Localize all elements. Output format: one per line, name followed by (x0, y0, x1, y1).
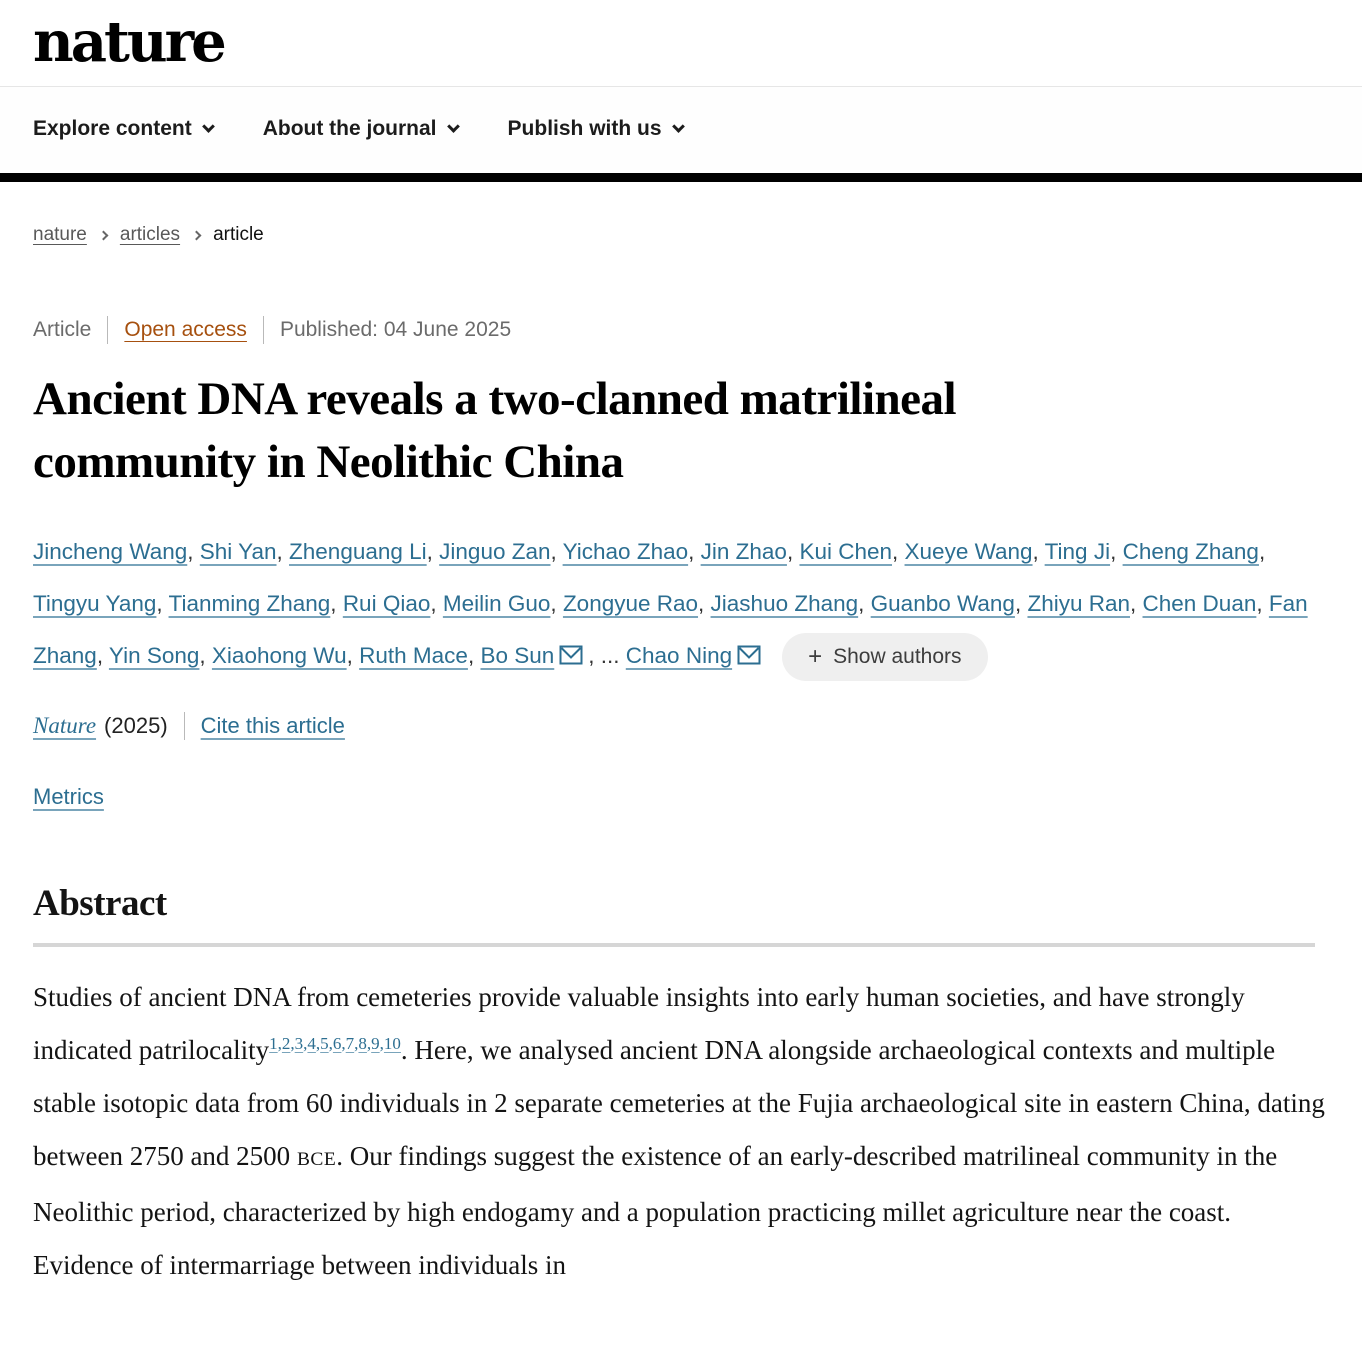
reference-link[interactable]: 10 (383, 1034, 401, 1053)
email-icon[interactable] (737, 645, 761, 665)
author-link[interactable]: Yichao Zhao (562, 539, 689, 564)
chevron-down-icon (447, 120, 460, 133)
masthead (0, 0, 1362, 86)
author-link[interactable]: Jiashuo Zhang (710, 591, 859, 616)
nav-publish-with-us[interactable] (508, 117, 683, 141)
nature-logo[interactable]: nature (33, 9, 224, 75)
reference-separator: , (379, 1034, 384, 1053)
author-separator: , (430, 591, 443, 616)
reference-separator: , (341, 1034, 346, 1053)
abstract-text-3: . Our findings suggest the existence of an early-described matrilineal community in the Neolithic period, characterized by high endogamy and a population practicing millet agriculture near the coast. Evidence of intermarriage between individuals in (33, 1141, 1278, 1280)
author-separator: , (96, 643, 109, 668)
metrics-link[interactable]: Metrics (33, 784, 104, 809)
chevron-right-icon (192, 231, 202, 241)
author-separator: , (1130, 591, 1143, 616)
nav-explore-content[interactable] (33, 117, 213, 141)
open-access-link[interactable]: Open access (124, 318, 247, 341)
author-link[interactable]: Kui Chen (799, 539, 893, 564)
article-meta (33, 316, 1329, 344)
author-separator: , (187, 539, 200, 564)
author-separator: , (858, 591, 871, 616)
author-separator: , (1258, 539, 1266, 564)
author-link[interactable]: Chen Duan (1142, 591, 1257, 616)
author-link[interactable]: Rui Qiao (342, 591, 431, 616)
author-separator: , (1032, 539, 1045, 564)
author-link[interactable]: Fan Zhang (33, 591, 1308, 668)
author-separator: , (698, 591, 711, 616)
metrics-row (33, 784, 1329, 810)
reference-separator: , (328, 1034, 333, 1053)
show-authors-button[interactable] (782, 633, 987, 681)
reference-link[interactable]: 2 (281, 1034, 291, 1053)
article-type-label: Article (33, 318, 92, 341)
abstract-text-2: . Here, we analysed ancient DNA alongside archaeological contexts and multiple stable isotopic data from 60 individuals in 2 separate cemeteries at the Fujia archaeological site in eastern China, dating between 2750 and 2500 (33, 1035, 1325, 1171)
breadcrumb (33, 224, 1329, 246)
plus-icon: + (808, 643, 823, 671)
authors (33, 526, 1329, 682)
reference-link[interactable]: 1 (269, 1034, 278, 1053)
author-separator: , (1014, 591, 1028, 616)
author-link[interactable]: Tianming Zhang (168, 591, 331, 616)
chevron-right-icon (98, 231, 108, 241)
author-separator: , (330, 591, 343, 616)
reference-link[interactable]: 6 (332, 1034, 342, 1053)
author-separator: , (1110, 539, 1123, 564)
reference-link[interactable]: 5 (320, 1034, 329, 1053)
main-nav (0, 86, 1362, 173)
breadcrumb-article: article (213, 224, 264, 245)
author-link[interactable]: Meilin Guo (442, 591, 551, 616)
site-header (0, 0, 1362, 182)
nav-about-the-journal-label: About the journal (262, 117, 437, 140)
reference-separator: , (366, 1034, 372, 1053)
abstract-refs (269, 1034, 401, 1053)
citation-row (33, 712, 1329, 740)
reference-link[interactable]: 3 (294, 1034, 304, 1053)
author-link[interactable]: Xueye Wang (904, 539, 1033, 564)
show-authors-label: Show authors (833, 645, 962, 669)
meta-divider (263, 316, 264, 344)
author-separator: , (786, 539, 800, 564)
author-separator: , (550, 591, 563, 616)
author-link[interactable]: Jinguo Zan (439, 539, 551, 564)
reference-link[interactable]: 8 (358, 1034, 367, 1053)
author-link[interactable]: Zongyue Rao (562, 591, 699, 616)
reference-separator: , (303, 1034, 308, 1053)
cite-this-article-link[interactable]: Cite this article (200, 713, 345, 738)
author-separator: , (467, 643, 481, 668)
abstract-divider (33, 943, 1315, 947)
author-link[interactable]: Cheng Zhang (1122, 539, 1259, 564)
author-separator: , (199, 643, 212, 668)
author-list (33, 539, 1308, 671)
author-link[interactable]: Ting Ji (1044, 539, 1111, 564)
nav-explore-content-label: Explore content (33, 117, 192, 140)
abstract-text-1: Studies of ancient DNA from cemeteries provide valuable insights into early human societies, and have strongly indicated patrilocality (33, 982, 1245, 1065)
chevron-down-icon (672, 120, 685, 133)
author-ellipsis: , ... (588, 643, 626, 668)
author-link[interactable]: Ruth Mace (359, 643, 468, 668)
reference-separator: , (290, 1034, 295, 1053)
article-page (0, 224, 1362, 1292)
breadcrumb-articles[interactable]: articles (119, 224, 181, 245)
reference-link[interactable]: 7 (345, 1034, 355, 1053)
meta-divider (107, 316, 108, 344)
author-separator: , (156, 591, 169, 616)
author-link[interactable]: Zhenguang Li (289, 539, 427, 564)
header-divider-bar (0, 173, 1362, 182)
published-date: Published: 04 June 2025 (279, 318, 512, 341)
author-link[interactable]: Yin Song (108, 643, 200, 668)
author-separator: , (346, 643, 360, 668)
reference-link[interactable]: 4 (307, 1034, 316, 1053)
breadcrumb-nature[interactable]: nature (33, 224, 87, 245)
author-separator: , (688, 539, 701, 564)
abstract-paragraph (33, 971, 1325, 1292)
author-separator: , (276, 539, 290, 564)
reference-separator: , (315, 1034, 321, 1053)
nav-about-the-journal[interactable] (263, 117, 458, 141)
nav-publish-with-us-label: Publish with us (507, 117, 662, 140)
author-separator: , (1256, 591, 1269, 616)
article-title: Ancient DNA reveals a two-clanned matrilineal community in Neolithic China (33, 373, 957, 488)
era-label: BCE (296, 1149, 337, 1170)
author-link[interactable]: Zhiyu Ran (1027, 591, 1130, 616)
author-link[interactable]: Bo Sun (480, 643, 555, 668)
author-separator: , (426, 539, 440, 564)
author-separator: , (892, 539, 905, 564)
reference-separator: , (354, 1034, 359, 1053)
author-link-corresponding[interactable]: Chao Ning (625, 643, 733, 668)
email-icon[interactable] (559, 645, 583, 665)
author-link[interactable]: Jincheng Wang (33, 539, 188, 564)
author-link[interactable]: Guanbo Wang (870, 591, 1015, 616)
reference-link[interactable]: 9 (371, 1034, 380, 1053)
author-link[interactable]: Shi Yan (199, 539, 277, 564)
author-link[interactable]: Xiaohong Wu (211, 643, 347, 668)
abstract-section (33, 882, 1329, 1292)
reference-separator: , (277, 1034, 282, 1053)
author-link[interactable]: Tingyu Yang (33, 591, 157, 616)
abstract-heading: Abstract (33, 883, 167, 924)
citation-year: (2025) (104, 713, 168, 738)
journal-link[interactable]: Nature (33, 713, 97, 738)
author-separator: , (550, 539, 563, 564)
author-link[interactable]: Jin Zhao (700, 539, 787, 564)
chevron-down-icon (202, 120, 215, 133)
citation-divider (184, 712, 185, 740)
